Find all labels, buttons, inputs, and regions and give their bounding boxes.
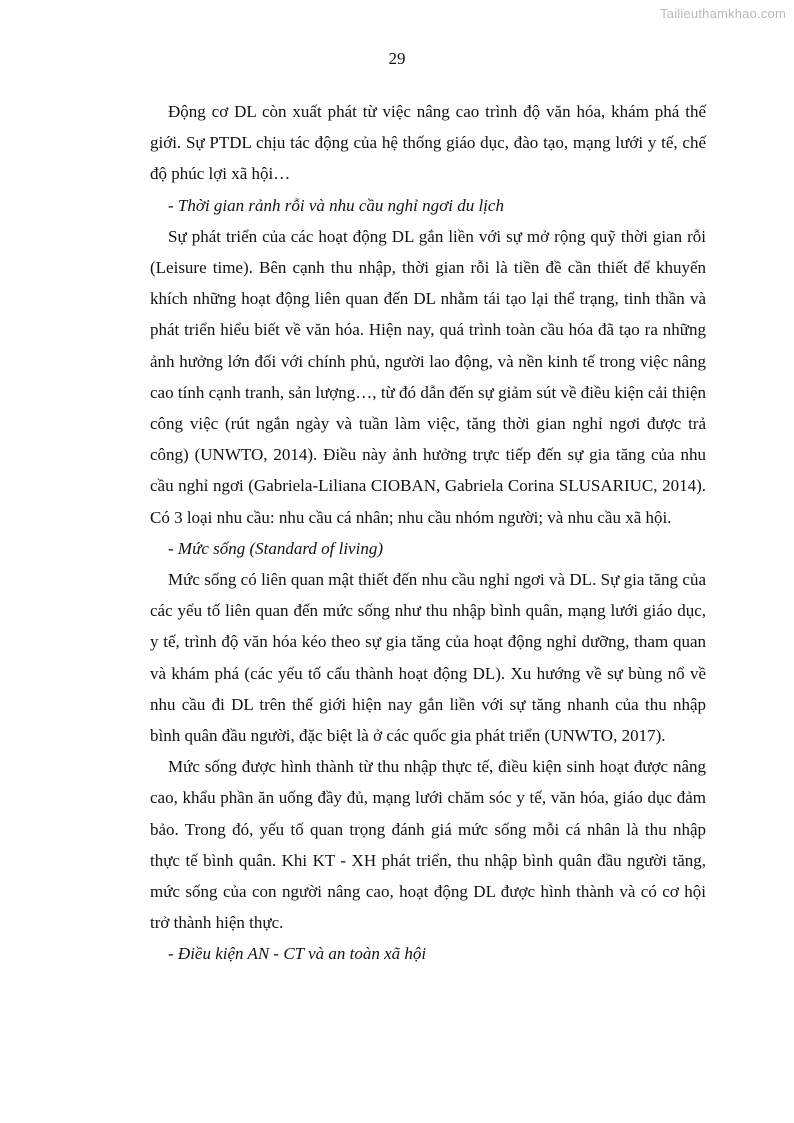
heading-standard-of-living: - Mức sống (Standard of living) xyxy=(168,538,383,558)
page-number: 29 xyxy=(388,49,406,68)
watermark: Tailieuthamkhao.com xyxy=(660,6,786,21)
heading-security-safety: - Điều kiện AN - CT và an toàn xã hội xyxy=(168,944,427,964)
paragraph-motivation: Động cơ DL còn xuất phát từ việc nâng cao trình độ văn hóa, khám phá thế giới. Sự PTDL chịu tác động của hệ thống giáo dục, đào tạo, mạng lưới y tế, chế độ phúc lợi xã hội… xyxy=(150,102,706,184)
page-content xyxy=(150,96,706,970)
heading-leisure-time: - Thời gian rảnh rỗi và nhu cầu nghỉ ngơi du lịch xyxy=(168,195,504,215)
paragraph-leisure-time: Sự phát triển của các hoạt động DL gắn liền với sự mở rộng quỹ thời gian rỗi (Leisure time). Bên cạnh thu nhập, thời gian rỗi là tiền đề cần thiết để khuyến khích những hoạt động liên quan đến DL nhằm tái tạo lại thể trạng, tinh thần và phát triển hiểu biết về văn hóa. Hiện nay, quá trình toàn cầu hóa đã tạo ra những ảnh hưởng lớn đối với chính phủ, người lao động, và nền kinh tế trong việc nâng cao tính cạnh tranh, sản lượng…, từ đó dẫn đến sự giảm sút về điều kiện cải thiện công việc (rút ngắn ngày và tuần làm việc, tăng thời gian nghỉ ngơi được trả công) (UNWTO, 2014). Điều này ảnh hưởng trực tiếp đến sự gia tăng của nhu cầu nghỉ ngơi (Gabriela-Liliana CIOBAN, Gabriela Corina SLUSARIUC, 2014). Có 3 loại nhu cầu: nhu cầu cá nhân; nhu cầu nhóm người; và nhu cầu xã hội. xyxy=(150,226,706,527)
paragraph-standard-of-living: Mức sống có liên quan mật thiết đến nhu cầu nghỉ ngơi và DL. Sự gia tăng của các yếu tố liên quan đến mức sống như thu nhập bình quân, mạng lưới giáo dục, y tế, trình độ văn hóa kéo theo sự gia tăng của hoạt động nghỉ dưỡng, tham quan và khám phá (các yếu tố cấu thành hoạt động DL). Xu hướng về sự bùng nổ về nhu cầu đi DL trên thế giới hiện nay gắn liền với sự tăng nhanh của thu nhập bình quân đầu người, đặc biệt là ở các quốc gia phát triển (UNWTO, 2017). xyxy=(150,570,706,746)
paragraph-living-income: Mức sống được hình thành từ thu nhập thực tế, điều kiện sinh hoạt được nâng cao, khẩu phần ăn uống đầy đủ, mạng lưới chăm sóc y tế, văn hóa, giáo dục đảm bảo. Trong đó, yếu tố quan trọng đánh giá mức sống mỗi cá nhân là thu nhập thực tế bình quân. Khi KT - XH phát triển, thu nhập bình quân đầu người tăng, mức sống của con người nâng cao, hoạt động DL được hình thành và có cơ hội trở thành hiện thực. xyxy=(150,757,706,933)
